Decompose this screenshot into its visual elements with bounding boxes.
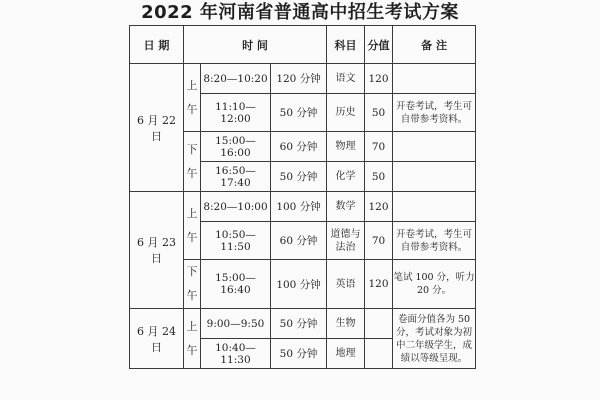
duration-cell: 120 分钟 bbox=[271, 64, 327, 94]
duration-cell: 60 分钟 bbox=[271, 132, 327, 162]
half-day-cell: 下 午 bbox=[184, 132, 201, 192]
header-subject: 科目 bbox=[327, 26, 365, 64]
header-time: 时 间 bbox=[184, 26, 327, 64]
table-header-row bbox=[130, 26, 476, 64]
time-cell: 8:20—10:20 bbox=[201, 64, 271, 94]
document-title: 2022 年河南省普通高中招生考试方案 bbox=[141, 2, 459, 23]
note-cell: 笔试 100 分，听力 20 分。 bbox=[393, 260, 476, 309]
score-cell: 120 bbox=[365, 260, 393, 309]
duration-cell: 100 分钟 bbox=[271, 192, 327, 222]
score-cell: 70 bbox=[365, 222, 393, 260]
subject-cell: 道德与法治 bbox=[327, 222, 365, 260]
time-cell: 11:10—12:00 bbox=[201, 94, 271, 132]
note-cell: 开卷考试，考生可自带参考资料。 bbox=[393, 94, 476, 132]
score-cell: 50 bbox=[365, 94, 393, 132]
subject-cell: 英语 bbox=[327, 260, 365, 309]
score-cell bbox=[365, 309, 393, 339]
score-cell: 50 bbox=[365, 162, 393, 192]
table-row bbox=[130, 64, 476, 94]
duration-cell: 100 分钟 bbox=[271, 260, 327, 309]
score-cell: 120 bbox=[365, 64, 393, 94]
duration-cell: 50 分钟 bbox=[271, 94, 327, 132]
subject-cell: 生物 bbox=[327, 309, 365, 339]
note-cell bbox=[393, 192, 476, 222]
half-day-cell: 下 午 bbox=[184, 260, 201, 309]
time-cell: 15:00—16:40 bbox=[201, 260, 271, 309]
subject-cell: 语文 bbox=[327, 64, 365, 94]
time-cell: 15:00—16:00 bbox=[201, 132, 271, 162]
time-cell: 8:20—10:00 bbox=[201, 192, 271, 222]
half-day-cell: 上 午 bbox=[184, 64, 201, 132]
subject-cell: 历史 bbox=[327, 94, 365, 132]
score-cell bbox=[365, 339, 393, 369]
note-cell bbox=[393, 132, 476, 162]
time-cell: 9:00—9:50 bbox=[201, 309, 271, 339]
time-cell: 10:40—11:30 bbox=[201, 339, 271, 369]
score-cell: 120 bbox=[365, 192, 393, 222]
note-cell bbox=[393, 162, 476, 192]
note-cell: 开卷考试，考生可自带参考资料。 bbox=[393, 222, 476, 260]
half-day-cell: 上 午 bbox=[184, 192, 201, 260]
exam-schedule-table bbox=[129, 25, 476, 369]
header-note: 备 注 bbox=[393, 26, 476, 64]
subject-cell: 地理 bbox=[327, 339, 365, 369]
date-cell: 6 月 22 日 bbox=[130, 64, 184, 192]
table-row bbox=[130, 309, 476, 339]
duration-cell: 50 分钟 bbox=[271, 339, 327, 369]
duration-cell: 60 分钟 bbox=[271, 222, 327, 260]
score-cell: 70 bbox=[365, 132, 393, 162]
note-cell bbox=[393, 64, 476, 94]
header-date: 日 期 bbox=[130, 26, 184, 64]
date-cell: 6 月 23 日 bbox=[130, 192, 184, 309]
subject-cell: 数学 bbox=[327, 192, 365, 222]
time-cell: 10:50—11:50 bbox=[201, 222, 271, 260]
date-cell: 6 月 24 日 bbox=[130, 309, 184, 369]
table-row bbox=[130, 192, 476, 222]
time-cell: 16:50—17:40 bbox=[201, 162, 271, 192]
duration-cell: 50 分钟 bbox=[271, 162, 327, 192]
note-cell: 卷面分值各为 50 分，考试对象为初中二年级学生，成绩以等级呈现。 bbox=[393, 309, 476, 369]
subject-cell: 化学 bbox=[327, 162, 365, 192]
header-score: 分值 bbox=[365, 26, 393, 64]
subject-cell: 物理 bbox=[327, 132, 365, 162]
half-day-cell: 上 午 bbox=[184, 309, 201, 369]
duration-cell: 50 分钟 bbox=[271, 309, 327, 339]
